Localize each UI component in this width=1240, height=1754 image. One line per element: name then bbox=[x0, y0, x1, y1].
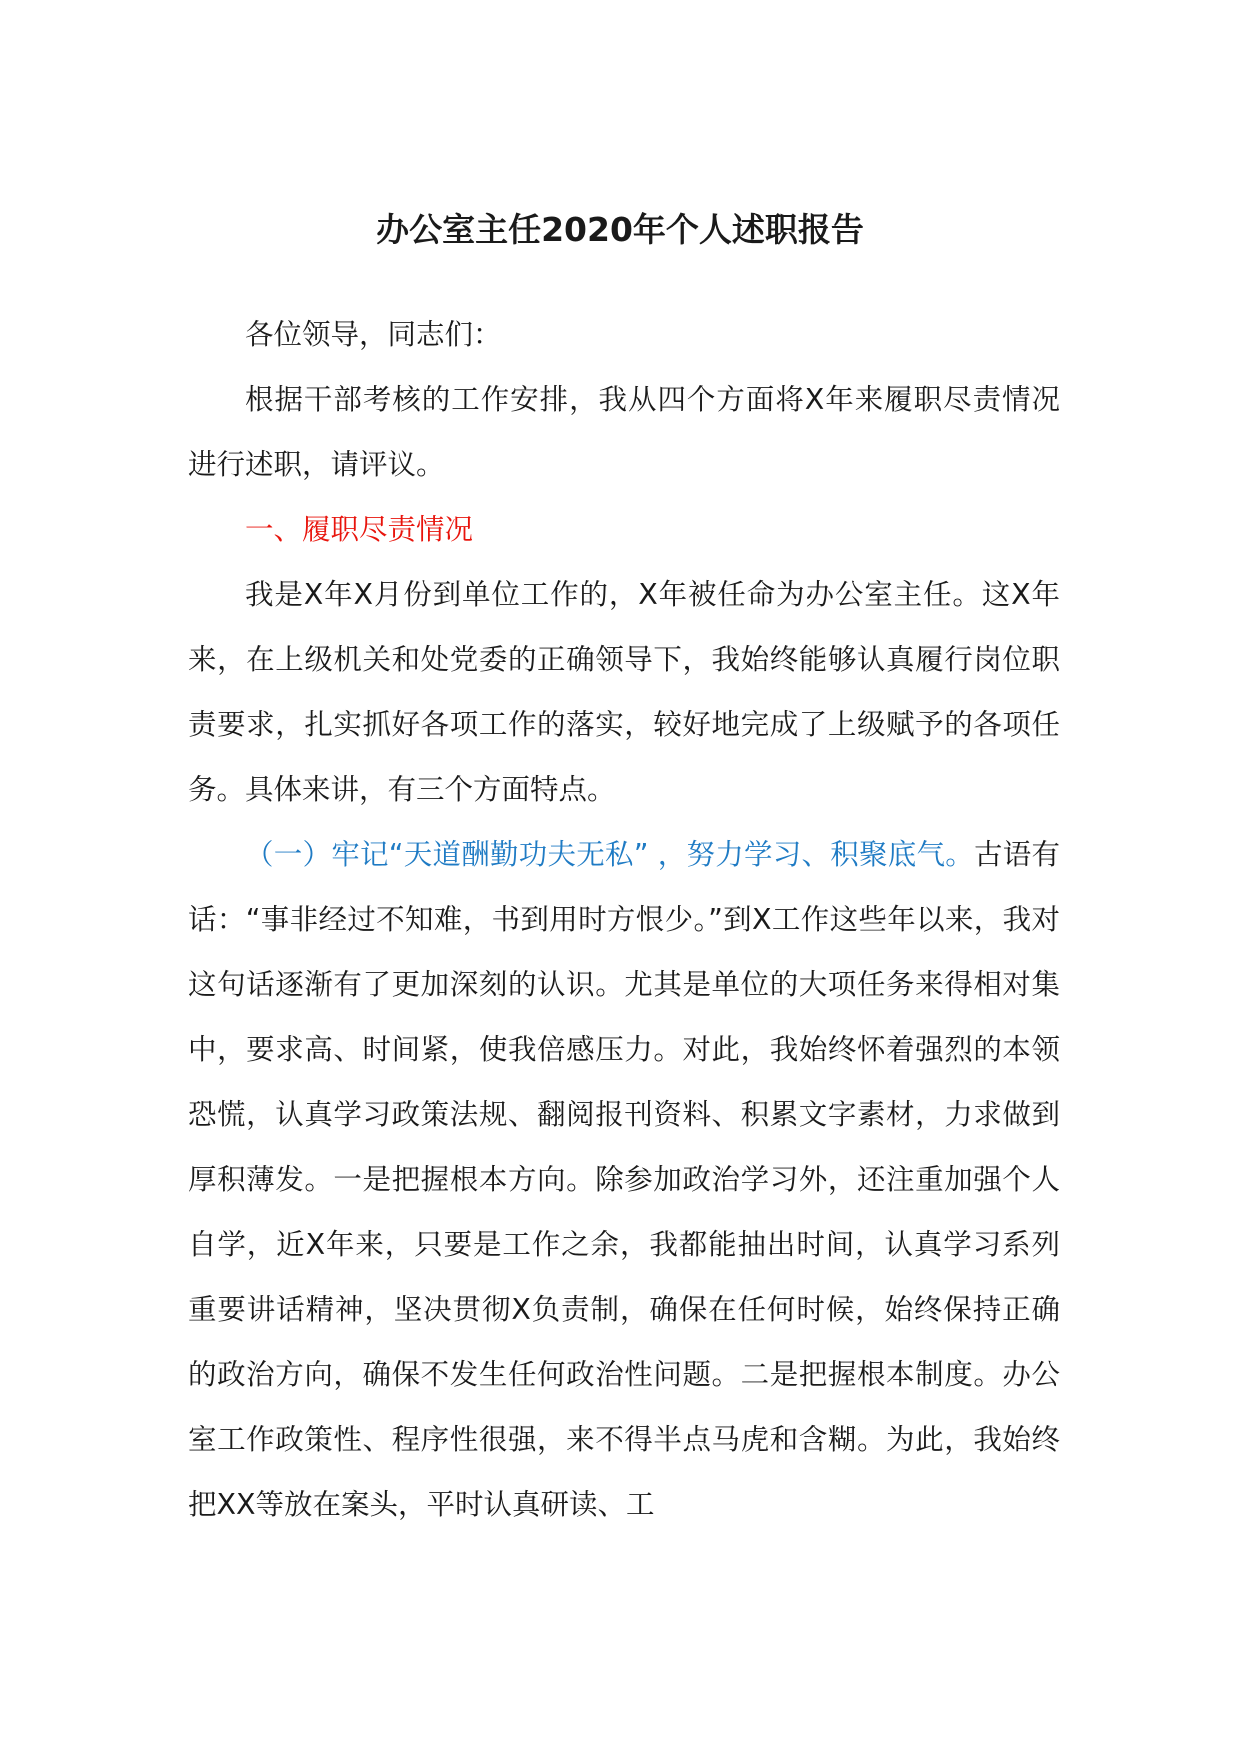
section-1-paragraph: 我是X年X月份到单位工作的，X年被任命为办公室主任。这X年来，在上级机关和处党委的正确领导下，我始终能够认真履行岗位职责要求，扎实抓好各项工作的落实，较好地完成了上级赋予的各项任务。具体来讲，有三个方面特点。 bbox=[188, 578, 1060, 806]
document-body bbox=[188, 302, 1060, 1537]
subsection-heading-1: （一）牢记“天道酬勤功夫无私” ，努力学习、积聚底气。 bbox=[245, 838, 974, 871]
subsection-1-paragraph bbox=[188, 822, 1060, 1537]
subsection-1-body: 古语有话：“事非经过不知难，书到用时方恨少。”到X工作这些年以来，我对这句话逐渐有了更加深刻的认识。尤其是单位的大项任务来得相对集中，要求高、时间紧，使我倍感压力。对此，我始终怀着强烈的本领恐慌，认真学习政策法规、翻阅报刊资料、积累文字素材，力求做到厚积薄发。一是把握根本方向。除参加政治学习外，还注重加强个人自学，近X年来，只要是工作之余，我都能抽出时间，认真学习系列重要讲话精神，坚决贯彻X负责制，确保在任何时候，始终保持正确的政治方向，确保不发生任何政治性问题。二是把握根本制度。办公室工作政策性、程序性很强，来不得半点马虎和含糊。为此，我始终把XX等放在案头，平时认真研读、工 bbox=[188, 838, 1060, 1521]
section-heading-1: 一、履职尽责情况 bbox=[245, 513, 474, 546]
intro-paragraph: 根据干部考核的工作安排，我从四个方面将X年来履职尽责情况进行述职，请评议。 bbox=[188, 383, 1060, 481]
document-title: 办公室主任2020年个人述职报告 bbox=[376, 210, 864, 249]
salutation: 各位领导，同志们： bbox=[245, 318, 502, 351]
